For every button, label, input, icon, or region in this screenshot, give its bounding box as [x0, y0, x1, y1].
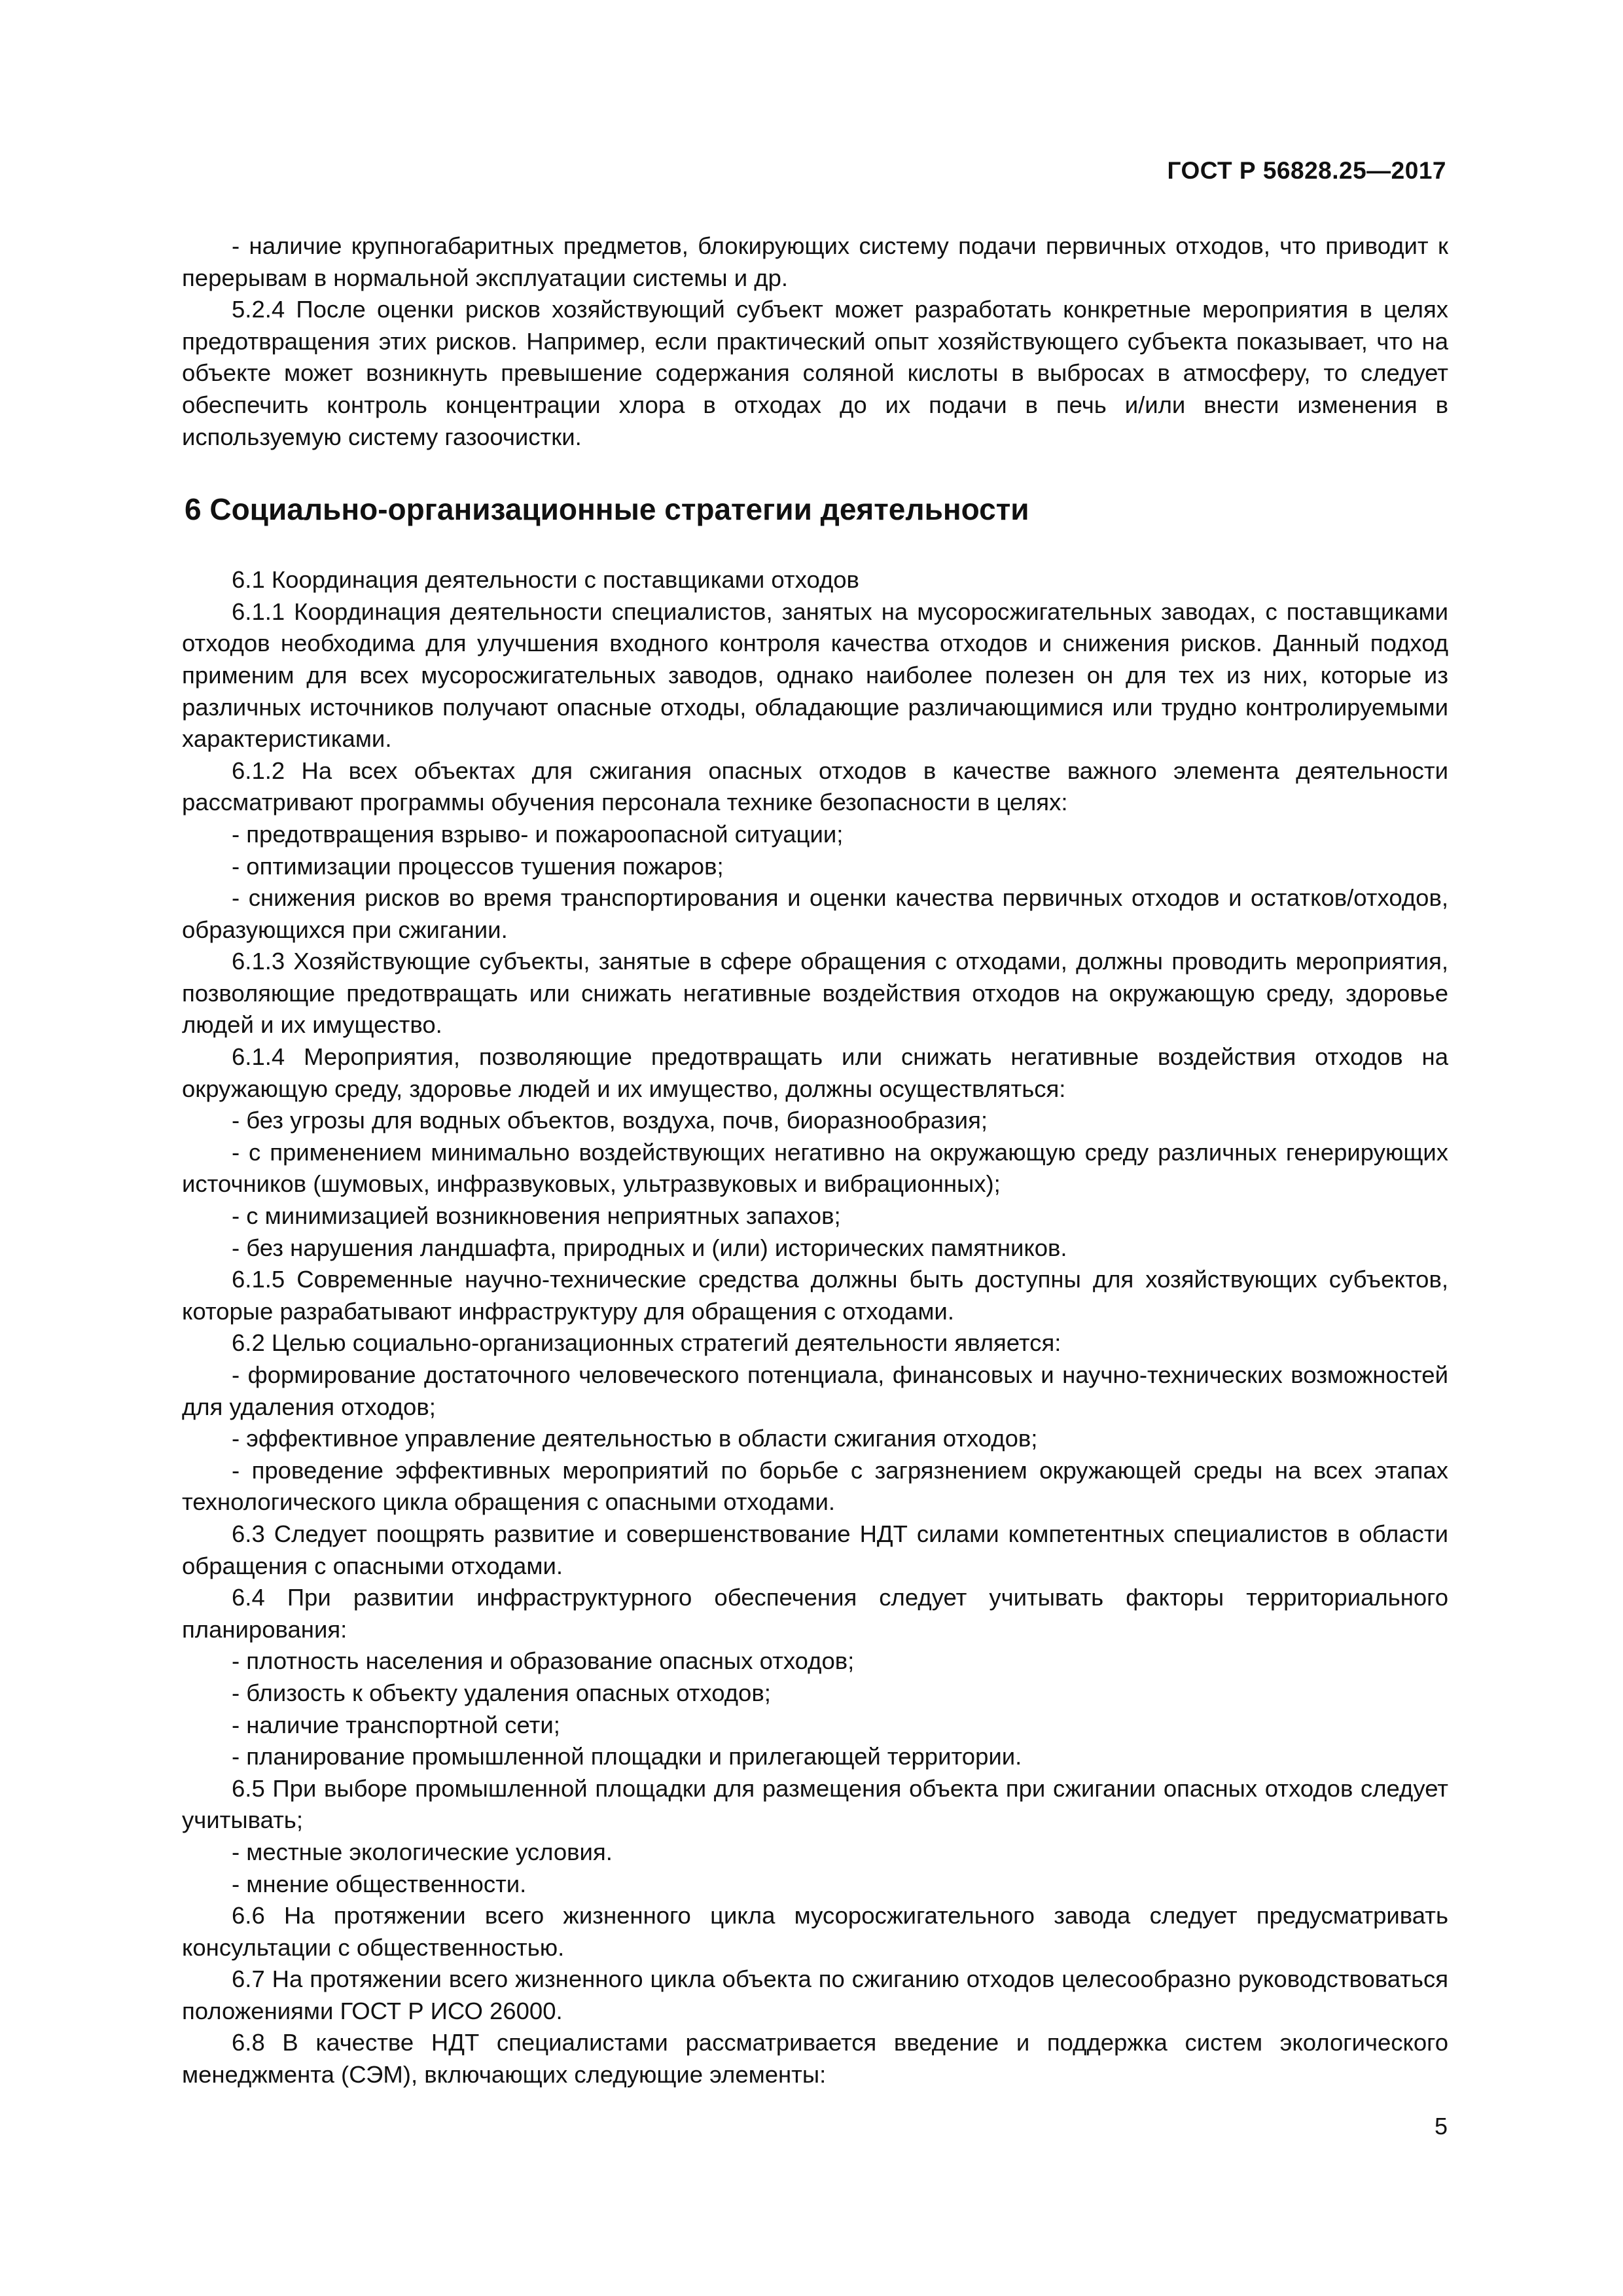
list-item: - плотность населения и образование опасных отходов;: [232, 1647, 855, 1675]
list-item: - мнение общественности.: [232, 1870, 527, 1897]
list-item: - проведение эффективных мероприятий по борьбе с загрязнением окружающей среды на всех этапах технологического цикла обращения с опасными отходами.: [182, 1456, 1448, 1516]
document-body: [182, 230, 1448, 2091]
list-item: - с минимизацией возникновения неприятных запахов;: [232, 1202, 841, 1230]
paragraph: 6.1.1 Координация деятельности специалистов, занятых на мусоросжигательных заводах, с поставщиками отходов необходима для улучшения входного контроля качества отходов и снижения рисков. Данный подход применим для всех мусоросжигательных заводов, однако наиболее полезен он для тех из них, которые из различных источников получают опасные отходы, обладающие различающимися или трудно контролируемыми характеристиками.: [182, 598, 1448, 753]
paragraph: 6.6 На протяжении всего жизненного цикла мусоросжигательного завода следует предусматривать консультации с общественностью.: [182, 1902, 1448, 1961]
paragraph: 6.7 На протяжении всего жизненного цикла объекта по сжиганию отходов целесообразно руководствоваться положениями ГОСТ Р ИСО 26000.: [182, 1965, 1448, 2024]
page-number: 5: [1434, 2113, 1448, 2140]
list-item: - близость к объекту удаления опасных отходов;: [232, 1679, 771, 1706]
list-item: - без угрозы для водных объектов, воздуха, почв, биоразнообразия;: [232, 1107, 988, 1134]
paragraph: 6.5 При выборе промышленной площадки для размещения объекта при сжигании опасных отходов следует учитывать;: [182, 1774, 1448, 1834]
paragraph: 5.2.4 После оценки рисков хозяйствующий субъект может разработать конкретные мероприятия в целях предотвращения этих рисков. Например, если практический опыт хозяйствующего субъекта показывает, что на объекте может возникнуть превышение содержания соляной кислоты в выбросах в атмосферу, то следует обеспечить контроль концентрации хлора в отходах до их подачи в печь и/или внести изменения в используемую систему газоочистки.: [182, 296, 1448, 450]
list-item: - наличие транспортной сети;: [232, 1711, 560, 1738]
list-item: - оптимизации процессов тушения пожаров;: [232, 852, 724, 880]
document-code-header: ГОСТ Р 56828.25—2017: [1167, 157, 1446, 184]
paragraph: 6.8 В качестве НДТ специалистами рассматривается введение и поддержка систем экологического менеджмента (СЭМ), включающих следующие элементы:: [182, 2029, 1448, 2089]
paragraph: 6.4 При развитии инфраструктурного обеспечения следует учитывать факторы территориального планирования:: [182, 1584, 1448, 1643]
paragraph: 6.1 Координация деятельности с поставщиками отходов: [232, 566, 859, 594]
list-item: - предотвращения взрыво- и пожароопасной ситуации;: [232, 820, 844, 848]
list-item: - местные экологические условия.: [232, 1838, 613, 1865]
list-item: - снижения рисков во время транспортирования и оценки качества первичных отходов и остатков/отходов, образующихся при сжигании.: [182, 884, 1448, 943]
paragraph: 6.3 Следует поощрять развитие и совершенствование НДТ силами компетентных специалистов в области обращения с опасными отходами.: [182, 1520, 1448, 1579]
list-item: - без нарушения ландшафта, природных и (или) исторических памятников.: [232, 1234, 1067, 1261]
list-item: - планирование промышленной площадки и прилегающей территории.: [232, 1743, 1022, 1770]
list-item: - формирование достаточного человеческого потенциала, финансовых и научно-технических возможностей для удаления отходов;: [182, 1361, 1448, 1420]
paragraph: - наличие крупногабаритных предметов, блокирующих систему подачи первичных отходов, что приводит к перерывам в нормальной эксплуатации системы и др.: [182, 232, 1448, 291]
pre-section-text: [182, 230, 1448, 453]
paragraph: 6.1.4 Мероприятия, позволяющие предотвращать или снижать негативные воздействия отходов на окружающую среду, здоровье людей и их имущество, должны осуществляться:: [182, 1043, 1448, 1102]
section-6-text: [182, 564, 1448, 2091]
section-heading: 6 Социально-организационные стратегии деятельности: [185, 492, 1029, 527]
list-item: - эффективное управление деятельностью в области сжигания отходов;: [232, 1425, 1038, 1452]
paragraph: 6.1.2 На всех объектах для сжигания опасных отходов в качестве важного элемента деятельности рассматривают программы обучения персонала технике безопасности в целях:: [182, 757, 1448, 816]
paragraph: 6.1.3 Хозяйствующие субъекты, занятые в сфере обращения с отходами, должны проводить мероприятия, позволяющие предотвращать или снижать негативные воздействия отходов на окружающую среду, здоровье людей и их имущество.: [182, 948, 1448, 1039]
paragraph: 6.1.5 Современные научно-технические средства должны быть доступны для хозяйствующих субъектов, которые разрабатывают инфраструктуру для обращения с отходами.: [182, 1266, 1448, 1325]
paragraph: 6.2 Целью социально-организационных стратегий деятельности является:: [232, 1329, 1061, 1357]
list-item: - с применением минимально воздействующих негативно на окружающую среду различных генерирующих источников (шумовых, инфразвуковых, ультразвуковых и вибрационных);: [182, 1138, 1448, 1198]
